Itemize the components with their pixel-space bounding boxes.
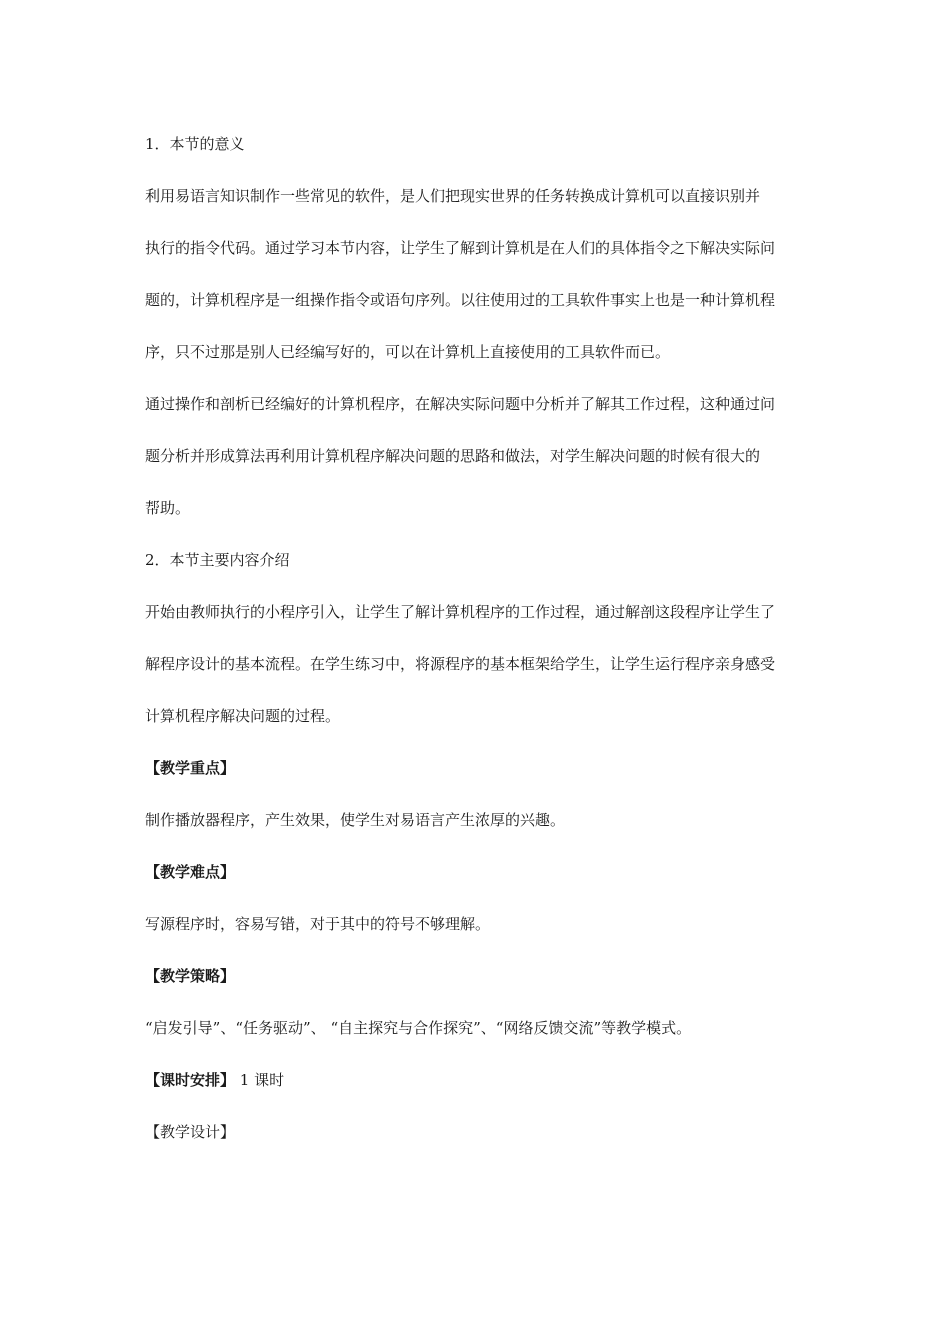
section-1-para-1-line-2: 执行的指令代码。通过学习本节内容，让学生了解到计算机是在人们的具体指令之下解决实际问	[145, 239, 776, 257]
section-2-para-line-2: 解程序设计的基本流程。在学生练习中，将源程序的基本框架给学生，让学生运行程序亲身感受	[145, 655, 776, 673]
section-1-heading: 1．本节的意义	[145, 135, 245, 153]
section-2-para-line-1: 开始由教师执行的小程序引入，让学生了解计算机程序的工作过程，通过解剖这段程序让学生了	[145, 603, 776, 621]
section-1-para-1-line-3: 题的，计算机程序是一组操作指令或语句序列。以往使用过的工具软件事实上也是一种计算机程	[145, 291, 776, 309]
section-2-heading: 2．本节主要内容介绍	[145, 551, 290, 569]
section-1-para-2-line-2: 题分析并形成算法再利用计算机程序解决问题的思路和做法，对学生解决问题的时候有很大的	[145, 447, 761, 465]
schedule-row	[145, 1054, 810, 1106]
section-1-para-1-line-4: 序，只不过那是别人已经编写好的，可以在计算机上直接使用的工具软件而已。	[145, 343, 671, 361]
document-body	[145, 118, 810, 1158]
key-points-text: 制作播放器程序，产生效果，使学生对易语言产生浓厚的兴趣。	[145, 811, 566, 829]
section-2-para-line-3: 计算机程序解决问题的过程。	[145, 707, 341, 725]
schedule-value: 1 课时	[239, 1071, 285, 1089]
section-1-para-1-line-1: 利用易语言知识制作一些常见的软件，是人们把现实世界的任务转换成计算机可以直接识别并	[145, 187, 761, 205]
difficulties-heading: 【教学难点】	[145, 863, 236, 881]
strategy-heading: 【教学策略】	[145, 967, 236, 985]
strategy-text: “启发引导”、“任务驱动”、 “自主探究与合作探究”、“网络反馈交流”等教学模式。	[145, 1019, 692, 1037]
section-1-para-2-line-1: 通过操作和剖析已经编好的计算机程序，在解决实际问题中分析并了解其工作过程，这种通过问	[145, 395, 776, 413]
design-heading: 【教学设计】	[145, 1123, 236, 1141]
section-1-para-2-line-3: 帮助。	[145, 499, 191, 517]
key-points-heading: 【教学重点】	[145, 759, 236, 777]
difficulties-text: 写源程序时，容易写错，对于其中的符号不够理解。	[145, 915, 491, 933]
schedule-heading: 【课时安排】	[145, 1071, 236, 1089]
